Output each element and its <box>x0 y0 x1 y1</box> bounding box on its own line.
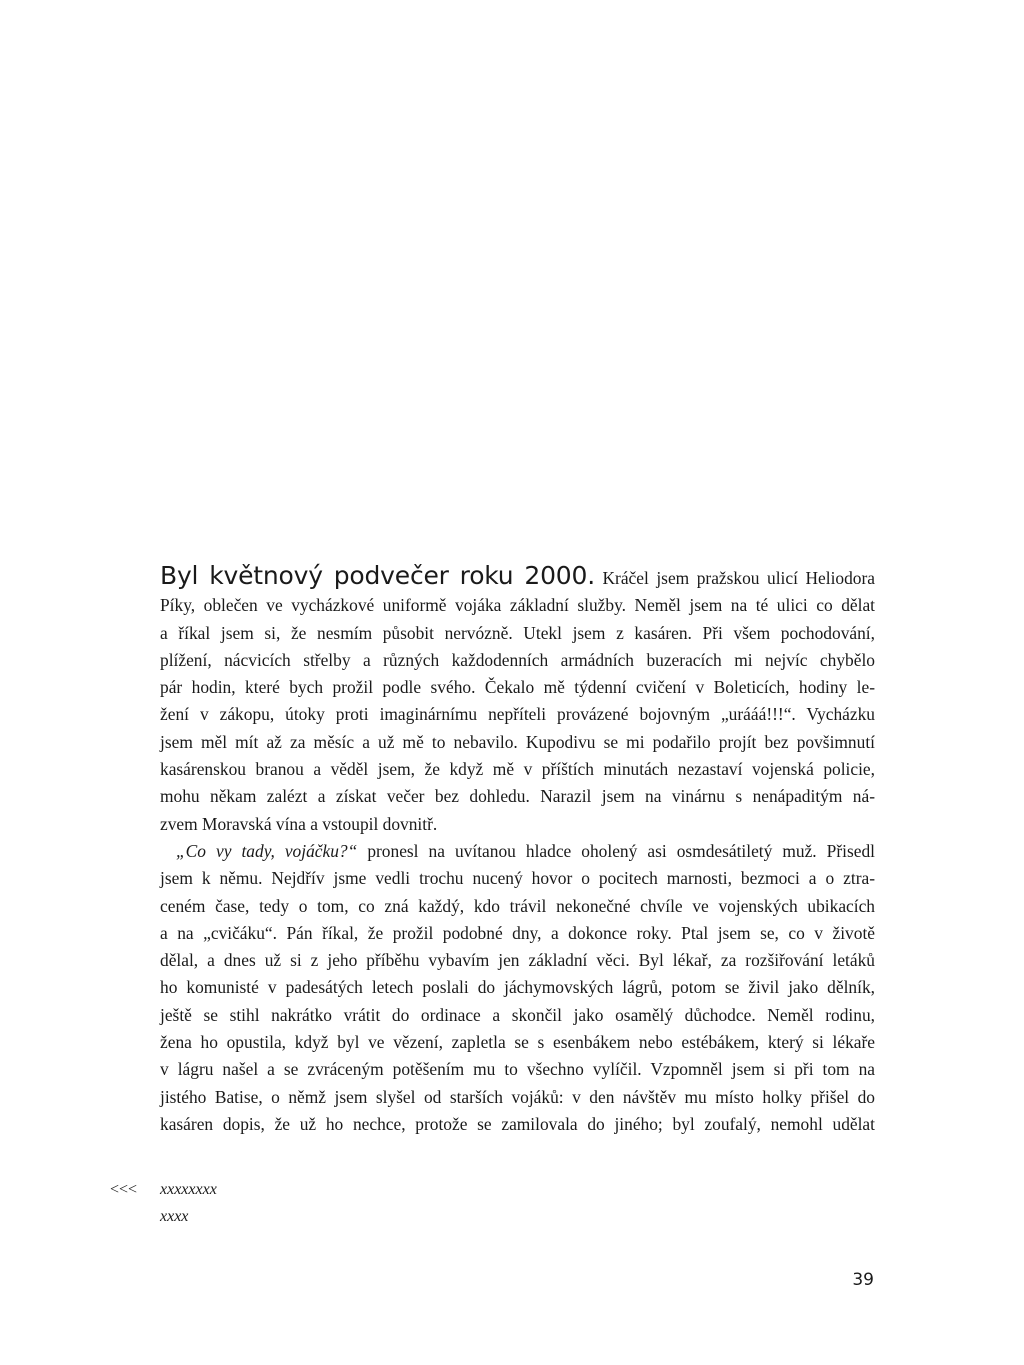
text-line <box>160 1084 875 1111</box>
line-text: ho komunisté v padesátých letech poslali do jáchymovských lágrů, potom se živil jako dělník, <box>160 977 875 998</box>
text-line <box>160 647 875 674</box>
text-line <box>160 592 875 619</box>
text-line <box>160 562 875 592</box>
line-text: plížení, nácvicích střelby a různých každodenních armádních buzeracích mi nejvíc chybělo <box>160 649 875 670</box>
line-text: kasáren dopis, že už ho nechce, protože se zamilovala do jiného; byl zoufalý, nemohl udělat <box>160 1113 875 1134</box>
placeholder-text-1: xxxxxxxx <box>160 1181 217 1198</box>
text-line <box>160 756 875 783</box>
text-line <box>160 920 875 947</box>
back-marker: <<< <box>110 1181 138 1198</box>
text-line <box>160 1056 875 1083</box>
line-text: Píky, oblečen ve vycházkové uniformě vojáka základní služby. Neměl jsem na té ulici co dělat <box>160 595 875 616</box>
line-text: a říkal jsem si, že nesmím působit nervózně. Utekl jsem z kasáren. Při všem pochodování, <box>160 622 875 643</box>
text-line <box>160 947 875 974</box>
text-line <box>160 1029 875 1056</box>
text-line <box>160 701 875 728</box>
text-line <box>160 838 875 865</box>
line-text: a na „cvičáku“. Pán říkal, že prožil podobné dny, a dokonce roky. Ptal jsem se, co v životě <box>160 922 875 943</box>
line-text: ještě se stihl nakrátko vrátit do ordinace a skončil jako osamělý důchodce. Neměl rodinu, <box>160 1004 875 1025</box>
text-line <box>160 729 875 756</box>
line-text: zvem Moravská vína a vstoupil dovnitř. <box>160 813 438 834</box>
line-text: mohu někam zalézt a získat večer bez dohledu. Narazil jsem na vinárnu s nenápaditým ná- <box>160 786 875 807</box>
text-line <box>160 811 875 838</box>
line-text: žena ho opustila, když byl ve vězení, zapletla se s esenbákem nebo estébákem, který si lékaře <box>160 1032 875 1053</box>
text-line <box>160 620 875 647</box>
body-text <box>160 562 875 1138</box>
line-text: jsem měl mít až za měsíc a už mě to nebavilo. Kupodivu se mi podařilo projít bez povšimnutí <box>160 731 875 752</box>
text-line <box>160 865 875 892</box>
lead-heading: Byl květnový podvečer roku 2000. <box>160 561 595 590</box>
line-text: jistého Batise, o němž jsem slyšel od starších vojáků: v den návštěv mu místo holky přišel do <box>160 1086 875 1107</box>
line-text: žení v zákopu, útoky proti imaginárnímu nepříteli provázené bojovným „urááá!!!“. Vycházku <box>160 704 875 725</box>
text-line <box>160 674 875 701</box>
line-text: pár hodin, které bych prožil podle svého. Čekalo mě týdenní cvičení v Boleticích, hodiny le- <box>160 677 875 698</box>
line-text: kasárenskou branou a věděl jsem, že když mě v příštích minutách nezastaví vojenská policie, <box>160 759 875 780</box>
line-text: dělal, a dnes už si z jeho příběhu vybavím jen základní věci. Byl lékař, za rozšiřování letáků <box>160 950 875 971</box>
line-text: jsem k němu. Nejdřív jsme vedli trochu nucený hovor o pocitech marnosti, bezmoci a o ztra- <box>160 868 875 889</box>
placeholder-text-2: xxxx <box>160 1208 189 1225</box>
text-line <box>160 1111 875 1138</box>
text-line <box>160 1002 875 1029</box>
text-line <box>160 783 875 810</box>
line-text: Kráčel jsem pražskou ulicí Heliodora <box>594 568 875 588</box>
quoted-speech: „Co vy tady, vojáčku?“ <box>176 840 358 861</box>
text-line <box>160 893 875 920</box>
text-line <box>160 974 875 1001</box>
line-text: pronesl na uvítanou hladce oholený asi osmdesátiletý muž. Přisedl <box>357 840 875 861</box>
line-text: v lágru našel a se zvráceným potěšením mu to všechno vylíčil. Vzpomněl jsem si při tom na <box>160 1059 875 1080</box>
line-text: ceném čase, tedy o tom, co zná každý, kdo trávil nekonečné chvíle ve vojenských ubikacích <box>160 895 875 916</box>
page-number: 39 <box>852 1270 874 1290</box>
